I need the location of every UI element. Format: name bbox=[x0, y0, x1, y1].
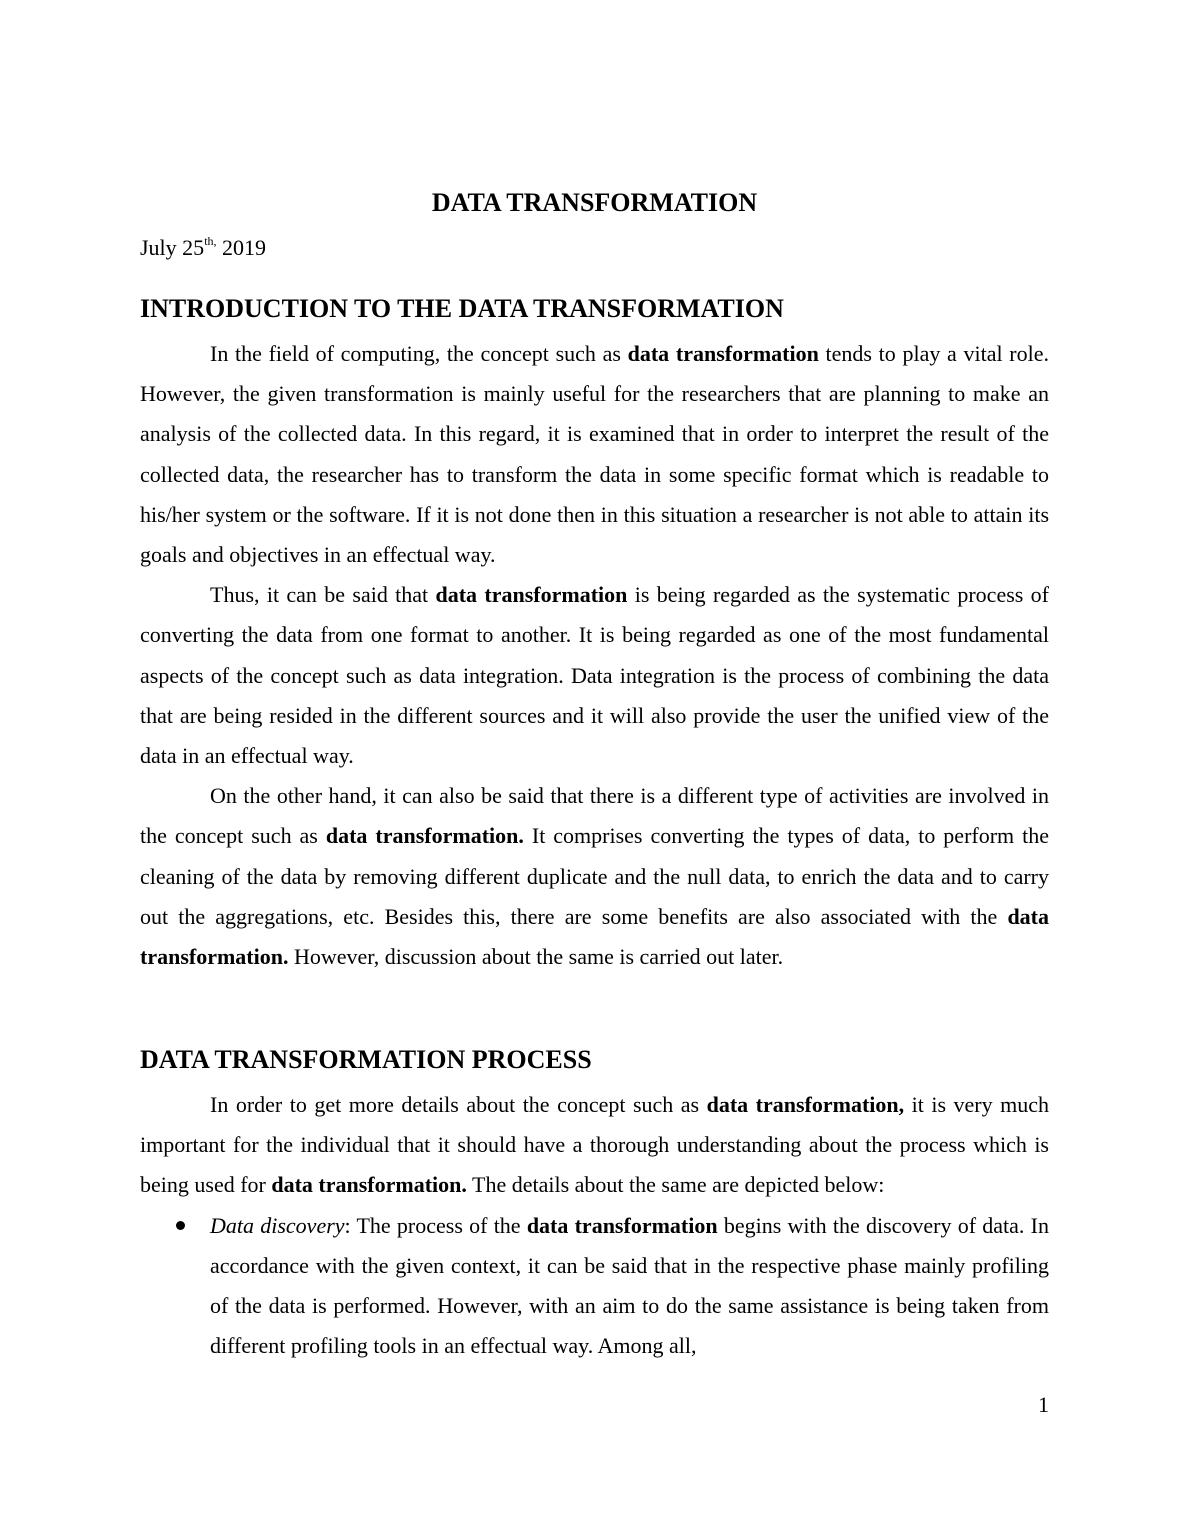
bullet-term: Data discovery bbox=[210, 1212, 345, 1238]
bullet-icon bbox=[176, 1221, 185, 1230]
text-run: Thus, it can be said that bbox=[210, 582, 436, 608]
document-date bbox=[140, 233, 266, 263]
text-run: begins with the discovery of data. In accordance with the given context, it can be said that in the respective phase mainly profiling of the data is performed. However, with an aim to do the same assistance is being taken from different profiling tools in an effectual way. Among all, bbox=[210, 1212, 1049, 1359]
text-run: The details about the same are depicted below: bbox=[466, 1172, 885, 1198]
intro-paragraph-3 bbox=[140, 776, 1049, 977]
bold-term: data transformation. bbox=[271, 1172, 467, 1198]
text-run: However, discussion about the same is carried out later. bbox=[288, 944, 784, 970]
document-title: DATA TRANSFORMATION bbox=[431, 188, 758, 217]
intro-paragraph-1 bbox=[140, 334, 1049, 575]
process-bullet-list bbox=[140, 1206, 1049, 1367]
text-run: In order to get more details about the concept such as bbox=[210, 1092, 707, 1117]
intro-paragraph-2 bbox=[140, 575, 1049, 776]
bold-term: data transformation. bbox=[325, 823, 524, 849]
date-year: 2019 bbox=[216, 235, 267, 260]
section-heading-process: DATA TRANSFORMATION PROCESS bbox=[140, 1045, 592, 1074]
document-page bbox=[140, 0, 1049, 1540]
bold-term: data transformation, bbox=[706, 1092, 905, 1117]
text-run: In the field of computing, the concept such as bbox=[210, 341, 628, 366]
text-run: It comprises converting the types of data, to perform the cleaning of the data by removing different duplicate and the null data, to enrich the data and to carry out the aggregations, etc. Besides this, there are some benefits are also associated with the bbox=[140, 823, 1050, 929]
text-run: is being regarded as the systematic process of converting the data from one format to another. It is being regarded as one of the most fundamental aspects of the concept such as data integration. Data integration is the process of combining the data that are being resided in the different sources and it will also provide the user the unified view of the data in an effectual way. bbox=[140, 582, 1049, 769]
bold-term: data transformation bbox=[435, 582, 628, 608]
bold-term: data transformation bbox=[526, 1212, 718, 1238]
section-heading-introduction: INTRODUCTION TO THE DATA TRANSFORMATION bbox=[140, 294, 784, 323]
list-item bbox=[140, 1206, 1049, 1367]
text-run: On the other hand, it can also be said that there is a different type of activities are involved in the concept such as bbox=[140, 783, 1049, 849]
text-run: tends to play a vital role. However, the given transformation is mainly useful for the researchers that are planning to make an analysis of the collected data. In this regard, it is examined that in order to interpret the result of the collected data, the researcher has to transform the data in some specific format which is readable to his/her system or the software. If it is not done then in this situation a researcher is not able to attain its goals and objectives in an effectual way. bbox=[140, 341, 1049, 568]
date-suffix: th, bbox=[204, 234, 217, 248]
page-number: 1 bbox=[1038, 1392, 1049, 1417]
text-run: it is very much important for the individual that it should have a thorough understanding about the process which is being used for bbox=[140, 1092, 1049, 1198]
date-month-day: July 25 bbox=[140, 235, 205, 260]
section-body-process bbox=[140, 1085, 1049, 1366]
process-paragraph-1 bbox=[140, 1085, 1049, 1206]
bold-term: data transformation. bbox=[140, 903, 1049, 970]
bold-term: data transformation bbox=[627, 341, 819, 366]
section-body-introduction bbox=[140, 334, 1049, 977]
text-run: : The process of the bbox=[344, 1212, 527, 1238]
